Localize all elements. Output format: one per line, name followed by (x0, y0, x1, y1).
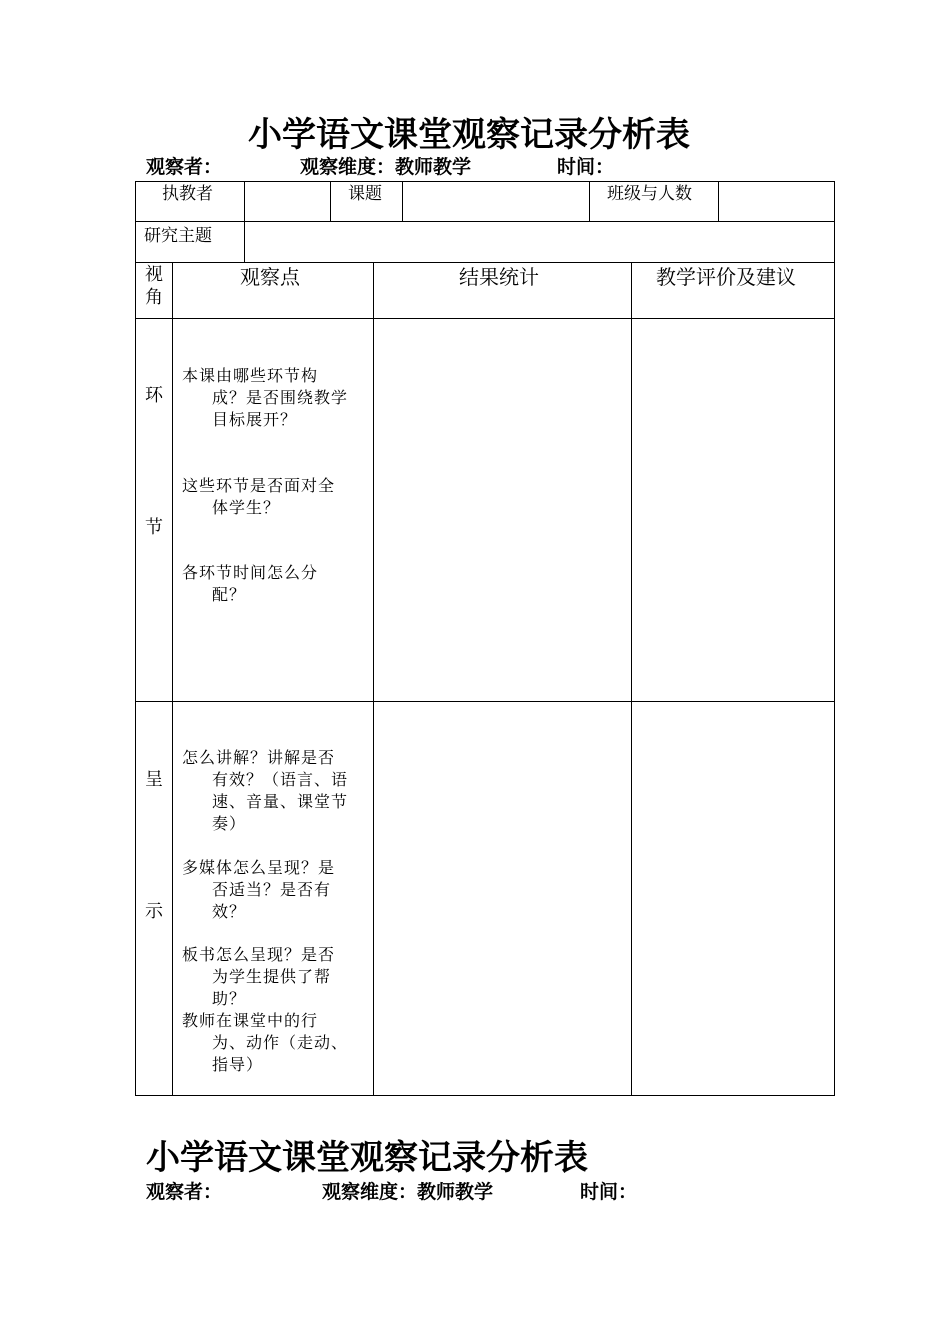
perspective-header-char-2: 角 (145, 287, 163, 308)
observer-label: 观察者： (146, 156, 223, 178)
observation-point-2-4: 教师在课堂中的行 为、动作（走动、 指导） (182, 1011, 349, 1074)
section-1-char-2: 节 (145, 517, 163, 538)
second-observer-label: 观察者： (146, 1181, 223, 1203)
observation-point-2-2: 多媒体怎么呈现？是 否适当？是否有 效？ (182, 858, 336, 921)
observation-point-header: 观察点 (240, 265, 300, 289)
section-2-evaluation-cell[interactable] (633, 703, 832, 1093)
research-topic-label: 研究主题 (144, 226, 212, 246)
observation-point-1-3: 各环节时间怎么分 配？ (182, 563, 319, 604)
observation-point-2-3: 板书怎么呈现？是否 为学生提供了帮 助？ (182, 945, 336, 1008)
observation-point-2-1: 怎么讲解？讲解是否 有效？（语言、语 速、音量、课堂节 奏） (182, 748, 349, 833)
teacher-value-cell[interactable] (246, 183, 328, 219)
section-2-result-cell[interactable] (375, 703, 629, 1093)
form-title: 小学语文课堂观察记录分析表 (248, 115, 690, 155)
evaluation-header: 教学评价及建议 (656, 265, 796, 289)
observation-point-1-2: 这些环节是否面对全 体学生？ (182, 476, 336, 517)
dimension-label: 观察维度：教师教学 (300, 156, 472, 178)
section-2-char-1: 呈 (145, 769, 163, 790)
section-1-result-cell[interactable] (375, 320, 629, 700)
section-1-evaluation-cell[interactable] (633, 320, 832, 700)
teacher-label: 执教者 (162, 184, 213, 204)
second-form-title: 小学语文课堂观察记录分析表 (146, 1138, 588, 1178)
section-2-char-2: 示 (145, 901, 163, 922)
result-stats-header: 结果统计 (459, 265, 539, 289)
section-1-char-1: 环 (145, 385, 163, 406)
second-dimension-label: 观察维度：教师教学 (322, 1181, 494, 1203)
topic-label: 课题 (348, 184, 382, 204)
observation-point-1-1: 本课由哪些环节构 成？是否围绕教学 目标展开？ (182, 366, 349, 429)
time-label: 时间： (557, 156, 615, 178)
research-topic-value-cell[interactable] (246, 224, 832, 260)
topic-value-cell[interactable] (404, 183, 587, 219)
second-time-label: 时间： (580, 1181, 638, 1203)
class-label: 班级与人数 (607, 184, 692, 204)
perspective-header-char-1: 视 (145, 264, 163, 285)
class-value-cell[interactable] (720, 183, 832, 219)
